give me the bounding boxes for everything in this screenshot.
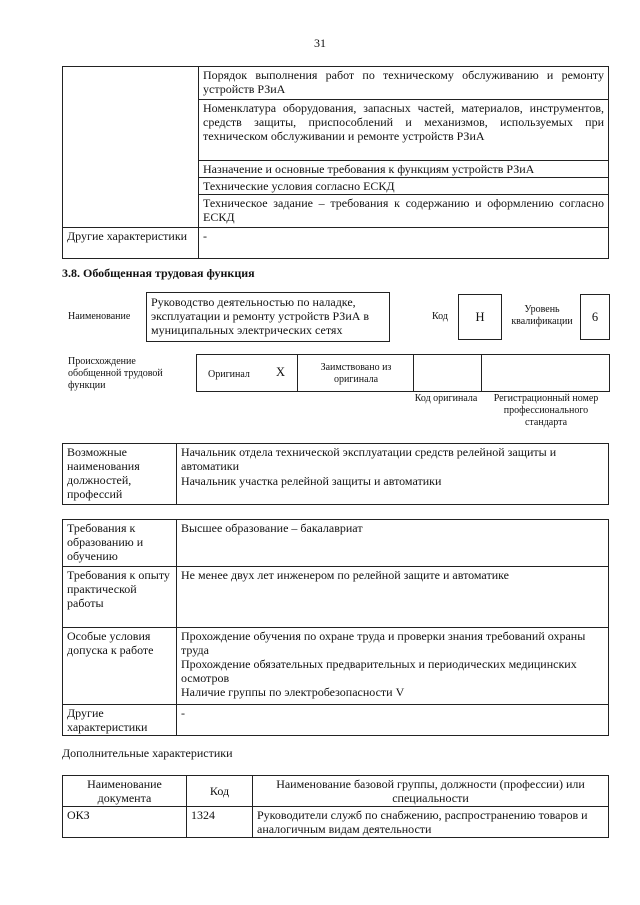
level-value: 6 [580,294,610,340]
borrowed-label: Заимствовано из оригинала [320,362,392,385]
original-mark: X [276,365,286,379]
other-characteristics-label: Другие характеристики [63,228,199,259]
requirement-values [177,628,609,705]
knowledge-row: Техническое задание – требования к содержанию и оформлению согласно ЕСКД [199,195,609,228]
requirement-item: Наличие группы по электробезопасности V [181,685,405,699]
requirement-label: Требования к опыту практической работы [63,567,177,628]
knowledge-row: Технические условия согласно ЕСКД [199,178,609,195]
requirement-label: Другие характеристики [63,705,177,736]
additional-header: Код [187,776,253,807]
requirement-value: Не менее двух лет инженером по релейной защите и автоматике [177,567,609,628]
additional-table [62,775,609,838]
positions-table [62,443,609,505]
requirement-item: Прохождение обучения по охране труда и проверки знания требований охраны труда [181,629,586,657]
table-row [63,807,609,838]
knowledge-row: Номенклатура оборудования, запасных частей, материалов, инструментов, средств защиты, приспособлений и механизмов, используемых при техническом обслуживании и ремонте устройств РЗиА [199,100,609,161]
requirement-value: - [177,705,609,736]
position-item: Начальник отдела технической эксплуатации средств релейной защиты и автоматики [181,445,557,473]
code-value: Н [458,294,502,340]
knowledge-table [62,66,609,259]
origin-divider [297,355,298,391]
additional-header: Наименование базовой группы, должности (профессии) или специальности [253,776,609,807]
code-label: Код [432,311,448,322]
additional-title: Дополнительные характеристики [62,746,233,760]
knowledge-row: Назначение и основные требования к функциям устройств РЗиА [199,161,609,178]
other-characteristics-value: - [199,228,609,259]
position-item: Начальник участка релейной защиты и автоматики [181,474,442,488]
name-label: Наименование [68,311,131,322]
reg-number-caption: Регистрационный номер профессионального стандарта [493,393,599,428]
requirement-value: Высшее образование – бакалавриат [177,520,609,567]
origin-divider [481,355,482,391]
additional-name: Руководители служб по снабжению, распространению товаров и аналогичным видам деятельности [253,807,609,838]
knowledge-label-cell [63,67,199,228]
additional-doc: ОКЗ [63,807,187,838]
requirement-label: Требования к образованию и обучению [63,520,177,567]
name-value: Руководство деятельностью по наладке, эксплуатации и ремонту устройств РЗиА в муниципальных электрических сетях [146,292,390,342]
origin-row [196,354,610,392]
knowledge-row: Порядок выполнения работ по техническому обслуживанию и ремонту устройств РЗиА [199,67,609,100]
requirement-item: Прохождение обязательных предварительных и периодических медицинских осмотров [181,657,577,685]
origin-label: Происхождение обобщенной трудовой функции [68,356,163,391]
additional-code: 1324 [187,807,253,838]
additional-header: Наименование документа [63,776,187,807]
section-title: 3.8. Обобщенная трудовая функция [62,266,255,280]
level-label: Уровень квалификации [511,304,573,327]
code-original-caption: Код оригинала [414,393,478,404]
page-number: 31 [314,36,326,50]
positions-values [177,444,609,505]
origin-divider [413,355,414,391]
original-label: Оригинал [208,369,250,380]
positions-label: Возможные наименования должностей, профессий [63,444,177,505]
requirements-table [62,519,609,736]
requirement-label: Особые условия допуска к работе [63,628,177,705]
